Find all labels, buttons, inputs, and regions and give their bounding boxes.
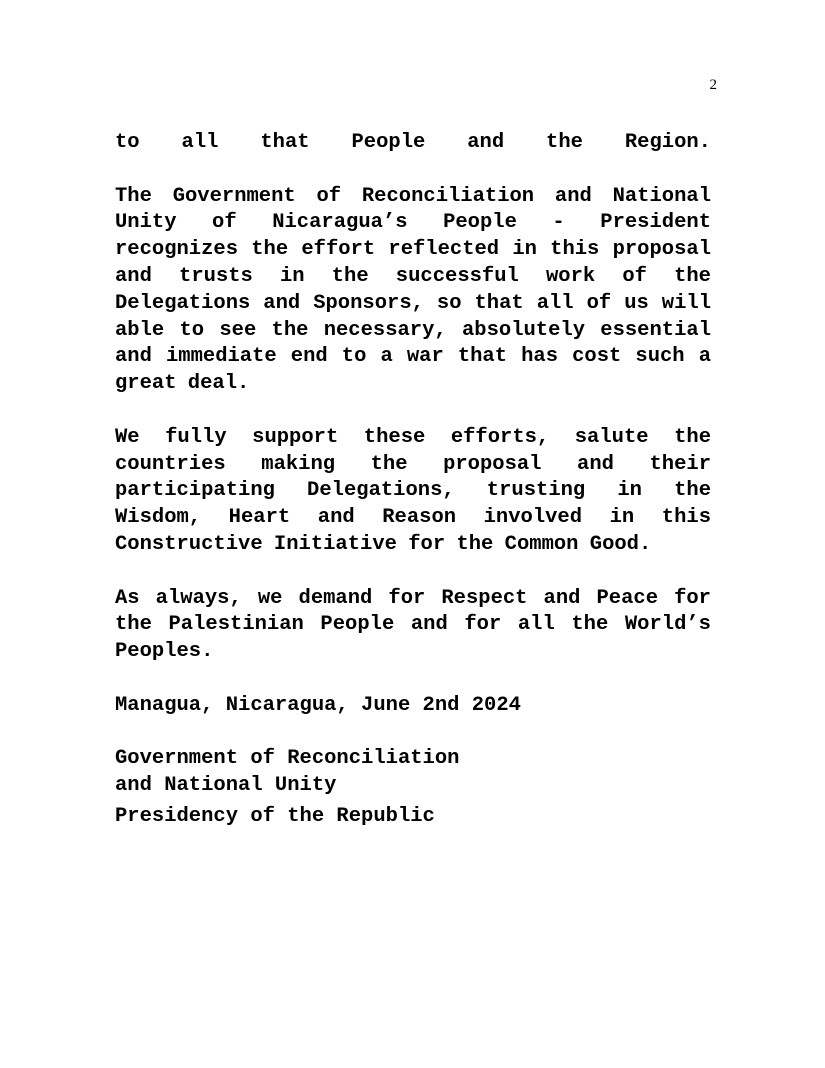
letter-body	[115, 130, 711, 831]
signature-line-1: Government of Reconciliation	[115, 747, 460, 771]
paragraph-gap	[115, 720, 711, 747]
paragraph-support: We fully support these efforts, salute the countries making the proposal and their participating Delegations, trusting in the Wisdom, Heart and Reason involved in this Constructive Initiative for the Common Good.	[115, 425, 711, 556]
paragraph-gap	[115, 398, 711, 425]
paragraph-gap	[115, 157, 711, 184]
signature-line-3: Presidency of the Republic	[115, 804, 435, 828]
page-number: 2	[709, 77, 717, 93]
signature-block	[115, 746, 711, 830]
date-line: Managua, Nicaragua, June 2nd 2024	[115, 693, 521, 717]
paragraph-demand: As always, we demand for Respect and Peace for the Palestinian People and for all the World’s Peoples.	[115, 586, 711, 664]
signature-line-2: and National Unity	[115, 774, 337, 798]
paragraph-continuation: to all that People and the Region.	[115, 131, 711, 154]
paragraph-government-recognition: The Government of Reconciliation and National Unity of Nicaragua’s People - President recognizes the effort reflected in this proposal and trusts in the successful work of the Delegations and Sponsors, so that all of us will able to see the necessary, absolutely essential and immediate end to a war that has cost such a great deal.	[115, 184, 711, 396]
paragraph-gap	[115, 559, 711, 586]
paragraph-gap	[115, 666, 711, 693]
